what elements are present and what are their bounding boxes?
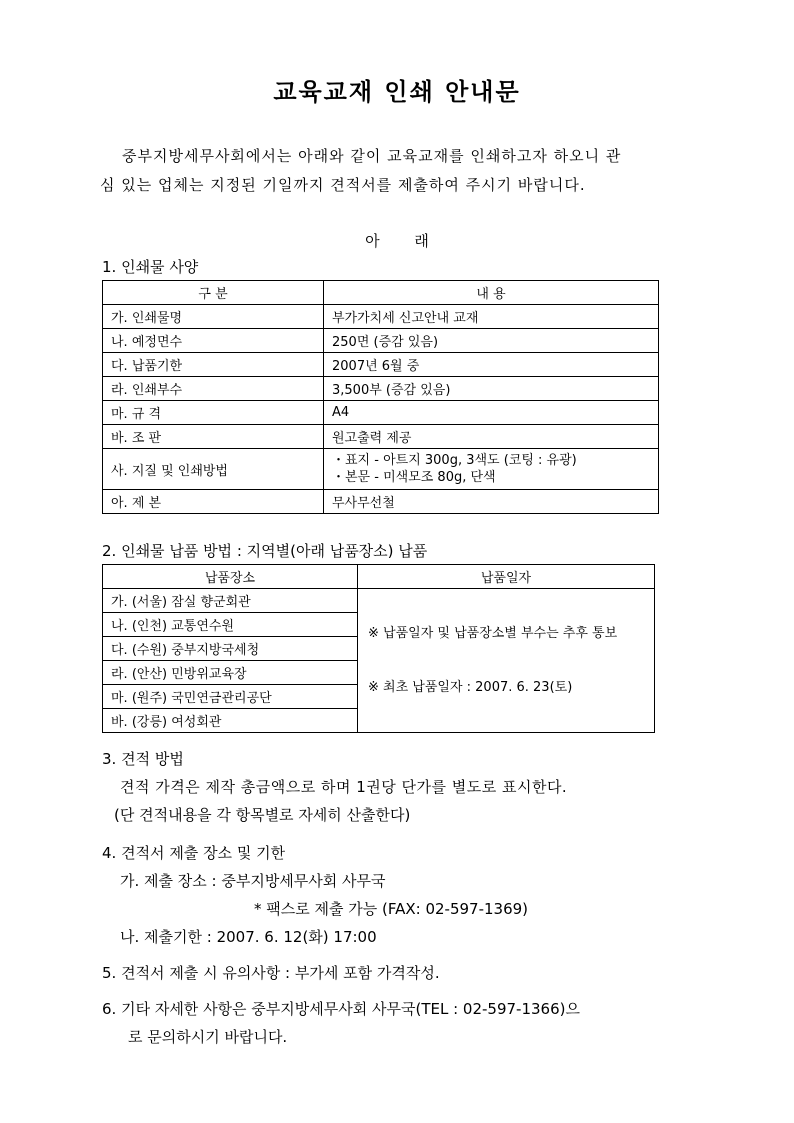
row-label: 가. 인쇄물명 — [103, 305, 324, 329]
row-value: 3,500부 (증감 있음) — [324, 377, 659, 401]
section-2-heading: 2. 인쇄물 납품 방법 : 지역별(아래 납품장소) 납품 — [102, 542, 428, 560]
row-value: 부가가치세 신고안내 교재 — [324, 305, 659, 329]
place-cell: 가. (서울) 잠실 향군회관 — [103, 589, 358, 613]
delivery-note-2: ※ 최초 납품일자 : 2007. 6. 23(토) — [368, 679, 573, 695]
table-row — [103, 401, 659, 425]
row-value: 2007년 6월 중 — [324, 353, 659, 377]
table-row — [103, 305, 659, 329]
table-header-row — [103, 565, 655, 589]
row-value: 250면 (증감 있음) — [324, 329, 659, 353]
delivery-note-1: ※ 납품일자 및 납품장소별 부수는 추후 통보 — [368, 625, 618, 641]
section-4-line-1: 가. 제출 장소 : 중부지방세무사회 사무국 — [120, 872, 386, 890]
page-title: 교육교재 인쇄 안내문 — [273, 78, 521, 106]
row-value: A4 — [324, 401, 659, 425]
table-row — [103, 425, 659, 449]
place-cell: 나. (인천) 교통연수원 — [103, 613, 358, 637]
place-cell: 다. (수원) 중부지방국세청 — [103, 637, 358, 661]
row-value-multiline — [324, 449, 659, 490]
row-label: 다. 납품기한 — [103, 353, 324, 377]
delivery-note-cell — [358, 589, 655, 733]
spec-table — [102, 280, 659, 514]
table-header-row — [103, 281, 659, 305]
table-row — [103, 490, 659, 514]
section-6-line-2: 로 문의하시기 바랍니다. — [128, 1028, 288, 1046]
table-header-cell: 납품일자 — [358, 565, 655, 589]
row-label: 아. 제 본 — [103, 490, 324, 514]
delivery-table — [102, 564, 655, 733]
place-cell: 바. (강릉) 여성회관 — [103, 709, 358, 733]
place-cell: 마. (원주) 국민연금관리공단 — [103, 685, 358, 709]
table-row — [103, 589, 655, 613]
row-label: 사. 지질 및 인쇄방법 — [103, 449, 324, 490]
section-6-line-1: 6. 기타 자세한 사항은 중부지방세무사회 사무국(TEL : 02-597-1366)으 — [102, 1000, 580, 1018]
section-4-line-3: 나. 제출기한 : 2007. 6. 12(화) 17:00 — [120, 928, 377, 946]
intro-line-2: 심 있는 업체는 지정된 기일까지 견적서를 제출하여 주시기 바랍니다. — [100, 176, 586, 194]
row-label: 라. 인쇄부수 — [103, 377, 324, 401]
table-row — [103, 329, 659, 353]
section-4-line-2: * 팩스로 제출 가능 (FAX: 02-597-1369) — [254, 900, 529, 918]
table-header-cell: 납품장소 — [103, 565, 358, 589]
table-header-cell: 내 용 — [324, 281, 659, 305]
section-3-heading: 3. 견적 방법 — [102, 750, 184, 768]
row-value-line: ・표지 - 아트지 300g, 3색도 (코팅 : 유광) — [332, 453, 577, 468]
table-header-cell: 구 분 — [103, 281, 324, 305]
row-label: 바. 조 판 — [103, 425, 324, 449]
section-3-line-1: 견적 가격은 제작 총금액으로 하며 1권당 단가를 별도로 표시한다. — [120, 778, 568, 796]
section-4-heading: 4. 견적서 제출 장소 및 기한 — [102, 844, 286, 862]
section-1-heading: 1. 인쇄물 사양 — [102, 258, 199, 276]
table-row — [103, 377, 659, 401]
row-label: 나. 예정면수 — [103, 329, 324, 353]
row-label: 마. 규 격 — [103, 401, 324, 425]
table-row — [103, 353, 659, 377]
section-5-text: 5. 견적서 제출 시 유의사항 : 부가세 포함 가격작성. — [102, 964, 440, 982]
row-value-line: ・본문 - 미색모조 80g, 단색 — [332, 470, 496, 485]
row-value: 무사무선철 — [324, 490, 659, 514]
place-cell: 라. (안산) 민방위교육장 — [103, 661, 358, 685]
section-3-line-2: (단 견적내용을 각 항목별로 자세히 산출한다) — [114, 806, 411, 824]
row-value: 원고출력 제공 — [324, 425, 659, 449]
table-row — [103, 449, 659, 490]
intro-line-1: 중부지방세무사회에서는 아래와 같이 교육교재를 인쇄하고자 하오니 관 — [122, 147, 622, 165]
arae-heading: 아 래 — [365, 232, 429, 250]
